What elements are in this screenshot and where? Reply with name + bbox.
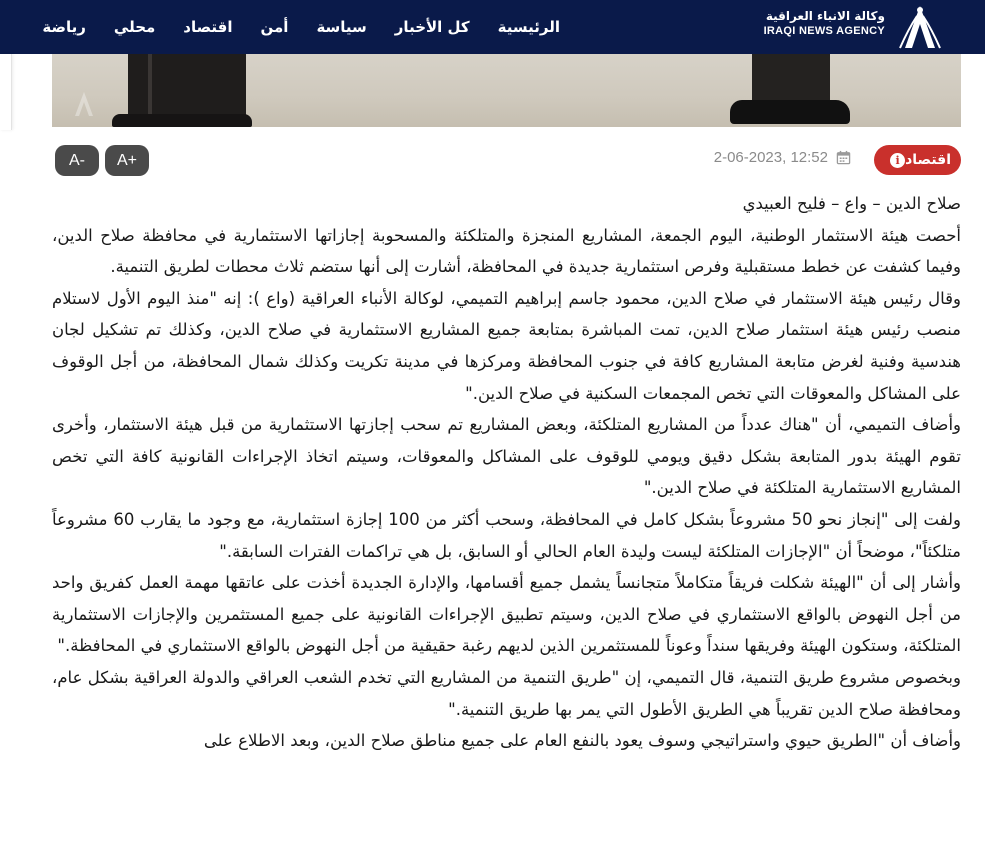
main-nav — [28, 0, 560, 54]
article-paragraph: وأضاف التميمي، أن "هناك عدداً من المشاريع المتلكئة، وبعض المشاريع تم سحب إجازتها الاستثمارية من قبل هيئة الاستثمار، وأخرى تقوم الهيئة بدور المتابعة بشكل دقيق ويومي للوقوف على المشاكل والمعوقات، وسيتم اتخاذ الإجراءات القانونية كافة التي تخص المشاريع الاستثمارية المتلكئة في صلاح الدين." — [52, 415, 961, 498]
info-icon: i — [890, 153, 905, 168]
watermark-logo-icon — [70, 90, 98, 118]
article-paragraph: وقال رئيس هيئة الاستثمار في صلاح الدين، محمود جاسم إبراهيم التميمي، لوكالة الأنباء العراقية (واع ): إنه "منذ اليوم الأول لاستلام منصب رئيس هيئة استثمار صلاح الدين، تمت المباشرة بمتابعة جميع المشاريع الاستثمارية في صلاح الدين، وكذلك تم تشكيل لجان هندسية وفنية لغرض متابعة المشاريع كافة في جنوب المحافظة ومركزها في مدينة تكريت وكذلك شمال المحافظة، من أجل الوقوف على المشاكل والمعوقات التي تخص المجمعات السكنية في صلاح الدين." — [52, 288, 961, 403]
article-paragraph: ولفت إلى "إنجاز نحو 50 مشروعاً بشكل كامل في المحافظة، وسحب أكثر من 100 إجازة استثمارية، مع وجود ما يقارب 60 مشروعاً متلكئاً"، موضحاً أن "الإجازات المتلكئة ليست وليدة العام الحالي أو السابق، بل هي تراكمات الفترات السابقة." — [52, 509, 962, 561]
brand-name-en: IRAQI NEWS AGENCY — [763, 25, 885, 37]
brand-name-ar: وكالة الانباء العراقية — [765, 9, 885, 23]
nav-item-home[interactable]: الرئيسية — [497, 18, 560, 36]
font-decrease-button[interactable]: A- — [55, 145, 99, 176]
ina-logo-icon — [895, 2, 945, 52]
article-body — [52, 188, 961, 757]
article-paragraph: وأضاف أن "الطريق حيوي واستراتيجي وسوف يعود بالنفع العام على جميع مناطق صلاح الدين، وبعد الاطلاع على — [203, 731, 961, 751]
photo-detail — [112, 114, 252, 127]
article-meta — [52, 145, 961, 177]
category-label: اقتصاد — [905, 152, 951, 168]
brand[interactable] — [715, 0, 945, 54]
article-byline: صلاح الدين – واع – فليح العبيدي — [742, 194, 961, 213]
brand-text — [764, 8, 885, 38]
nav-item-local[interactable]: محلي — [113, 18, 156, 36]
nav-item-all-news[interactable]: كل الأخبار — [394, 18, 470, 36]
article-paragraph: أحصت هيئة الاستثمار الوطنية، اليوم الجمعة، المشاريع المنجزة والمتلكئة والمسحوبة إجازاتها الاستثمارية في محافظة صلاح الدين، وفيما كشفت عن خطط مستقبلية وفرص استثمارية جديدة في المحافظة، أشارت إلى أنها ستضم ثلاث محطات لطريق التنمية. — [52, 225, 961, 277]
nav-item-security[interactable]: أمن — [260, 18, 289, 36]
article-paragraph: وبخصوص مشروع طريق التنمية، قال التميمي، إن "طريق التنمية من المشاريع التي تخدم الشعب العراقي والدولة العراقية بشكل عام، ومحافظة صلاح الدين تقريباً هي الطريق الأطول التي يمر بها طريق التنمية." — [52, 667, 961, 719]
photo-detail — [730, 100, 850, 124]
article-photo — [52, 54, 961, 127]
category-badge[interactable] — [874, 145, 961, 175]
font-increase-button[interactable]: A+ — [105, 145, 149, 176]
nav-item-sports[interactable]: رياضة — [42, 18, 86, 36]
article-paragraph: وأشار إلى أن "الهيئة شكلت فريقاً متكاملاً متجانساً يشمل جميع أقسامها، والإدارة الجديدة أخذت على عاتقها مهمة العمل كفريق واحد من أجل النهوض بالواقع الاستثماري في صلاح الدين، وسيتم تطبيق الإجراءات القانونية على جميع المستثمرين والإجازات الاستثمارية المتلكئة، وستكون الهيئة وفريقها سنداً وعوناً للمستثمرين الذين لديهم رغبة حقيقية من أجل النهوض بالواقع الاستثماري في المحافظة." — [52, 573, 961, 656]
side-panel-edge — [0, 54, 12, 130]
top-navbar — [0, 0, 985, 54]
date-text: 2-06-2023, 12:52 — [713, 149, 828, 166]
nav-item-politics[interactable]: سياسة — [316, 18, 367, 36]
publish-date — [714, 149, 851, 166]
calendar-icon — [836, 150, 851, 165]
nav-item-economy[interactable]: اقتصاد — [183, 18, 233, 36]
